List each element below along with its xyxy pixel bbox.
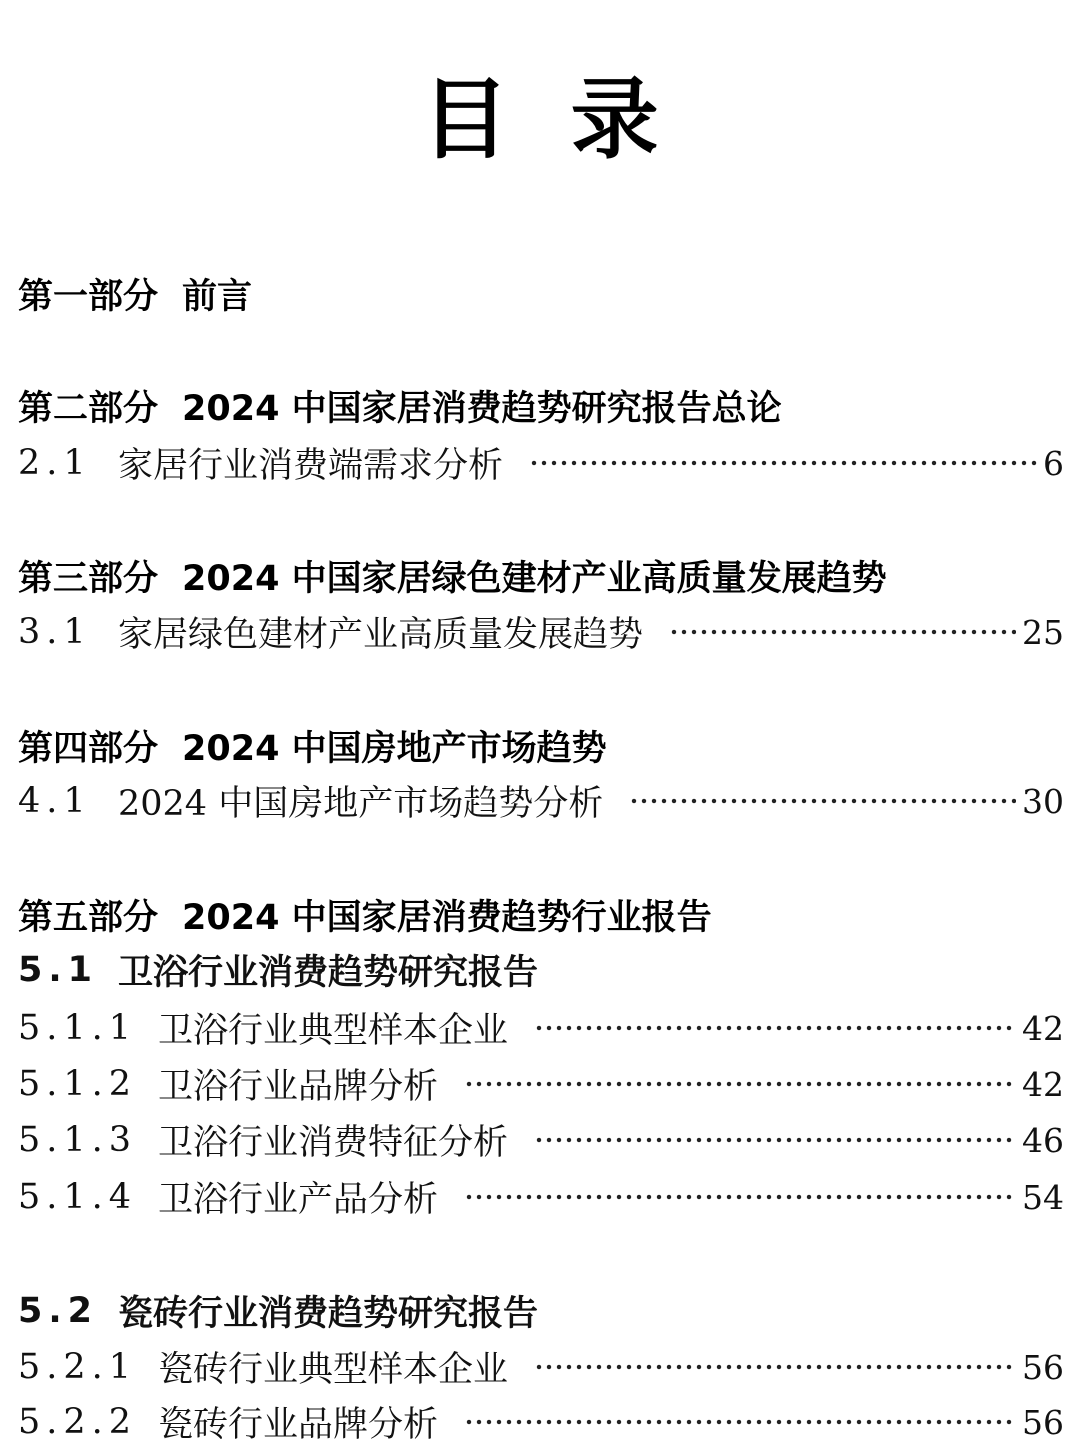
entry-number: 5.1.2 xyxy=(18,1064,138,1104)
entry-number: 5.2.1 xyxy=(18,1347,138,1387)
part-title: 2024 中国房地产市场趋势 xyxy=(182,729,607,769)
part-title: 前言 xyxy=(182,277,253,317)
toc-part-1[interactable] xyxy=(18,268,1064,320)
part-label: 第五部分 xyxy=(18,898,159,938)
entry-number: 3.1 xyxy=(18,612,92,652)
dot-leader xyxy=(464,1419,1016,1425)
entry-title: 卫浴行业产品分析 xyxy=(158,1180,439,1220)
part-label: 第四部分 xyxy=(18,729,159,769)
dot-leader xyxy=(534,1364,1016,1370)
entry-number: 2.1 xyxy=(18,443,92,483)
entry-page-number: 46 xyxy=(1022,1120,1064,1160)
entry-number: 5.1.3 xyxy=(18,1120,138,1160)
entry-number: 5.1.4 xyxy=(18,1177,138,1217)
entry-title: 家居绿色建材产业高质量发展趋势 xyxy=(118,615,644,655)
entry-number: 4.1 xyxy=(18,781,92,821)
toc-entry-5-1-3[interactable] xyxy=(18,1114,1064,1166)
dot-leader xyxy=(669,629,1016,635)
toc-entry-5-2-1[interactable] xyxy=(18,1341,1064,1393)
entry-page-number: 42 xyxy=(1022,1008,1064,1048)
entry-title: 卫浴行业品牌分析 xyxy=(158,1067,439,1107)
toc-entry-5-1[interactable] xyxy=(18,944,1064,996)
entry-page-number: 54 xyxy=(1022,1177,1064,1217)
entry-title: 卫浴行业消费趋势研究报告 xyxy=(118,953,539,993)
entry-title: 卫浴行业典型样本企业 xyxy=(158,1011,509,1051)
entry-number: 5.2.2 xyxy=(18,1402,138,1442)
entry-page-number: 30 xyxy=(1022,781,1064,821)
part-label: 第一部分 xyxy=(18,277,159,317)
toc-entry-5-2-2[interactable] xyxy=(18,1396,1064,1448)
toc-part-5[interactable] xyxy=(18,889,1064,941)
entry-title: 瓷砖行业消费趋势研究报告 xyxy=(118,1294,539,1334)
entry-title: 瓷砖行业品牌分析 xyxy=(158,1405,439,1445)
dot-leader xyxy=(464,1194,1016,1200)
entry-title: 2024 中国房地产市场趋势分析 xyxy=(118,784,604,824)
toc-entry-5-1-4[interactable] xyxy=(18,1171,1064,1223)
entry-page-number: 42 xyxy=(1022,1064,1064,1104)
entry-page-number: 6 xyxy=(1043,443,1064,483)
dot-leader xyxy=(629,798,1016,804)
part-label: 第二部分 xyxy=(18,389,159,429)
dot-leader xyxy=(529,460,1037,466)
entry-page-number: 25 xyxy=(1022,612,1064,652)
toc-entry-5-1-1[interactable] xyxy=(18,1002,1064,1054)
part-title: 2024 中国家居绿色建材产业高质量发展趋势 xyxy=(182,559,887,599)
entry-page-number: 56 xyxy=(1022,1347,1064,1387)
toc-entry-4-1[interactable] xyxy=(18,775,1064,827)
dot-leader xyxy=(534,1137,1016,1143)
entry-number: 5.1 xyxy=(18,950,99,990)
toc-part-4[interactable] xyxy=(18,720,1064,772)
toc-entry-2-1[interactable] xyxy=(18,437,1064,489)
toc-entry-5-1-2[interactable] xyxy=(18,1058,1064,1110)
entry-number: 5.2 xyxy=(18,1291,99,1331)
toc-part-2[interactable] xyxy=(18,380,1064,432)
entry-title: 家居行业消费端需求分析 xyxy=(118,446,504,486)
entry-number: 5.1.1 xyxy=(18,1008,138,1048)
toc-entry-5-2[interactable] xyxy=(18,1285,1064,1337)
part-label: 第三部分 xyxy=(18,559,159,599)
entry-title: 瓷砖行业典型样本企业 xyxy=(158,1350,509,1390)
page-title: 目 录 xyxy=(421,68,659,171)
toc-entry-3-1[interactable] xyxy=(18,606,1064,658)
entry-page-number: 56 xyxy=(1022,1402,1064,1442)
part-title: 2024 中国家居消费趋势研究报告总论 xyxy=(182,389,782,429)
dot-leader xyxy=(464,1081,1016,1087)
toc-part-3[interactable] xyxy=(18,550,1064,602)
dot-leader xyxy=(534,1025,1016,1031)
part-title: 2024 中国家居消费趋势行业报告 xyxy=(182,898,712,938)
entry-title: 卫浴行业消费特征分析 xyxy=(158,1123,509,1163)
